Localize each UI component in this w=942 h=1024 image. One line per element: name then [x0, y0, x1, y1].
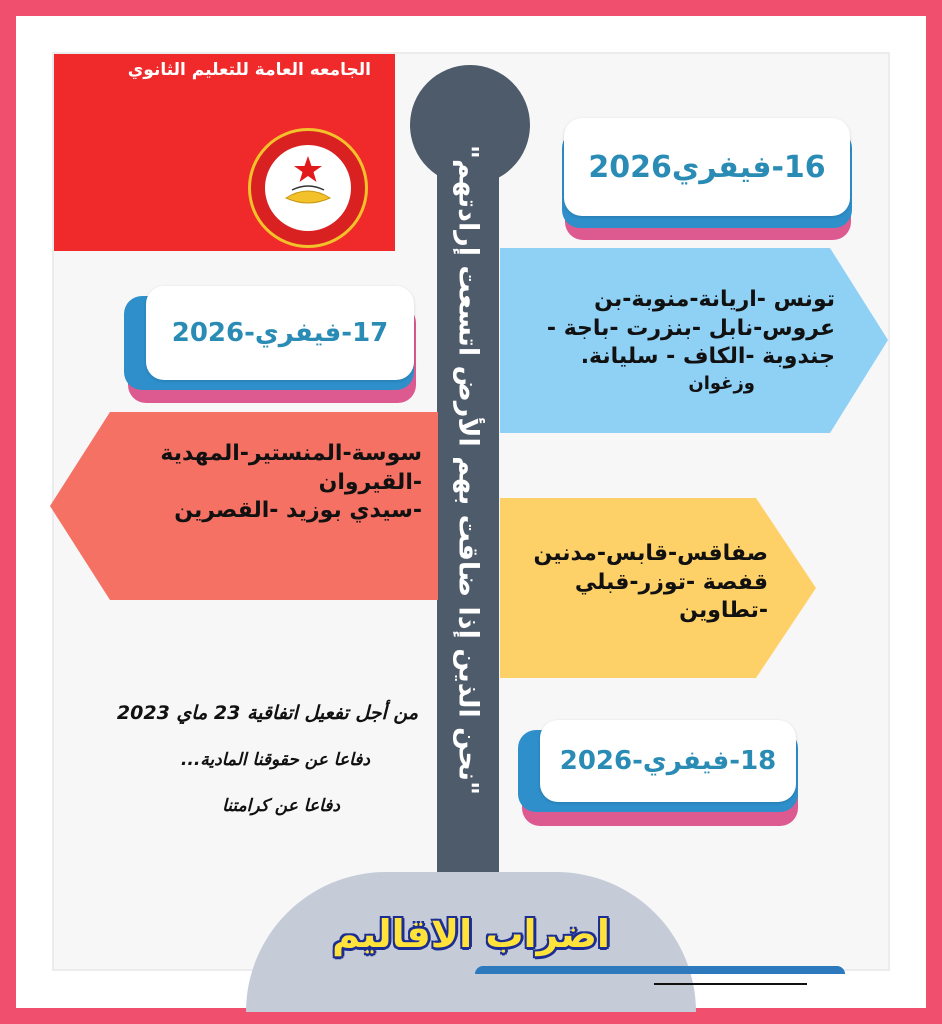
region-line: تونس -اريانة-منوبة-بن: [594, 287, 835, 312]
statement-dignity: دفاعا عن كرامتنا: [222, 796, 340, 816]
slogan-text: "نحن الذين إذا ضاقت بهم الأرض اتسعت إرادتهم": [452, 144, 484, 796]
statement-rights: دفاعا عن حقوقنا المادية...: [180, 750, 370, 770]
region-line: جندوبة -الكاف - سليانة.: [580, 344, 835, 370]
regions-18: [510, 540, 768, 626]
date-pill-18: [540, 720, 796, 802]
region-line: -سيدي بوزيد -القصرين: [174, 498, 422, 524]
region-line: وزغوان: [688, 372, 755, 394]
union-banner: [54, 54, 395, 251]
region-line: -تطاوين: [679, 598, 768, 624]
union-logo-icon: [240, 120, 376, 256]
bottom-blue-strip: [475, 966, 845, 974]
region-line: قفصة -توزر-قبلي: [574, 569, 768, 595]
date-label: 17-فيفري-2026: [171, 318, 389, 348]
region-line: -القيروان: [318, 469, 422, 495]
divider-line: [654, 983, 807, 985]
regions-17: [110, 440, 422, 526]
date-label: 16-فيفري2026: [588, 149, 826, 185]
region-line: سوسة-المنستير-المهدية: [160, 441, 422, 466]
date-pill-16: [564, 118, 850, 216]
footer-title: اضراب الاقاليم: [332, 912, 610, 956]
date-label: 18-فيفري-2026: [559, 746, 777, 776]
region-line: عروس-نابل -بنزرت -باجة -: [546, 315, 835, 341]
union-title: الجامعه العامة للتعليم الثانوي: [127, 60, 371, 80]
date-pill-17: [146, 286, 414, 380]
regions-16: [510, 286, 835, 395]
statement-agreement: من أجل تفعيل اتفاقية 23 ماي 2023: [116, 702, 418, 724]
region-line: صفاقس-قابس-مدنين: [533, 541, 768, 566]
